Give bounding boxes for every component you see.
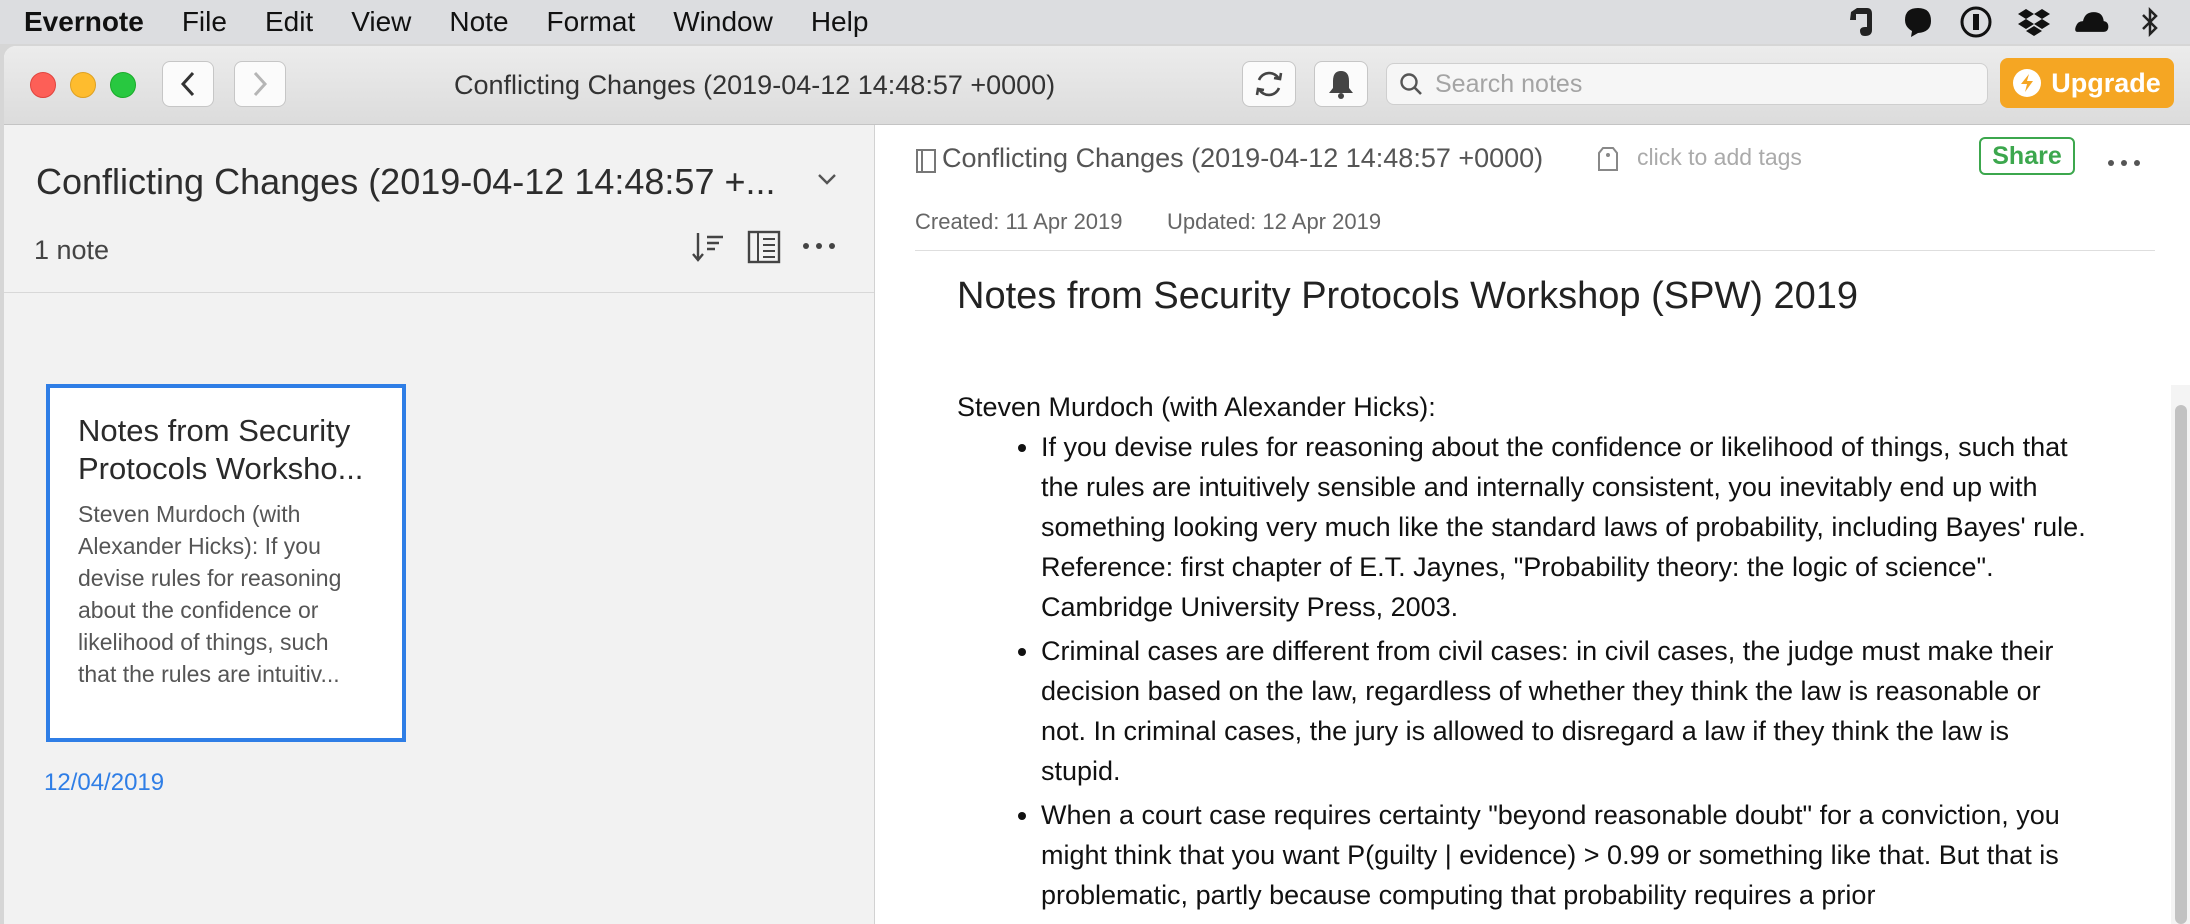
menu-help[interactable]: Help (810, 6, 869, 37)
chevron-down-icon[interactable] (816, 171, 838, 192)
menu-edit[interactable]: Edit (264, 6, 314, 37)
dropbox-icon[interactable] (2016, 4, 2052, 40)
updated-date: Updated: 12 Apr 2019 (1167, 209, 1382, 234)
lightning-icon (2013, 69, 2041, 97)
note-title[interactable]: Notes from Security Protocols Workshop (SPW) 2019 (957, 275, 1859, 317)
window-title: Conflicting Changes (2019-04-12 14:48:57 +0000) (454, 70, 1056, 100)
menu-view[interactable]: View (351, 6, 412, 37)
scrollbar[interactable] (2175, 405, 2187, 924)
view-options-icon[interactable] (746, 229, 782, 265)
search-icon (1399, 72, 1423, 96)
more-options-icon[interactable] (2107, 155, 2141, 173)
list-item: • When a court case requires certainty "beyond reasonable doubt" for a conviction, you might think that you want P(guilty | evidence) > 0.99 or something like that. But that is problematic, partly because computing that probability requires a prior (1041, 795, 2087, 915)
app-window (4, 46, 2190, 924)
close-window-button[interactable] (30, 72, 56, 98)
minimize-window-button[interactable] (70, 72, 96, 98)
menu-file[interactable]: File (181, 6, 227, 37)
search-input[interactable] (1433, 69, 1957, 100)
zoom-window-button[interactable] (110, 72, 136, 98)
note-editor-pane (875, 125, 2190, 924)
add-tags-field[interactable]: click to add tags (1637, 144, 1802, 170)
notifications-button[interactable] (1314, 61, 1368, 107)
sync-button[interactable] (1242, 61, 1296, 107)
list-item: • Criminal cases are different from civil cases: in civil cases, the judge must make their decision based on the law, regardless of whether they think the law is reasonable or not. In criminal cases, the jury is allowed to disregard a law if they think the law is stupid. (1041, 631, 2087, 791)
window-toolbar (4, 46, 2190, 125)
note-card-title: Notes from Security Protocols Worksho... (78, 413, 364, 486)
created-date: Created: 11 Apr 2019 (915, 209, 1123, 234)
chat-bubble-icon[interactable] (1900, 4, 1936, 40)
chevron-left-icon (178, 70, 198, 98)
note-count: 1 note (34, 235, 110, 265)
note-list-pane (4, 125, 875, 924)
notebook-title[interactable]: Conflicting Changes (2019-04-12 14:48:57 +... (36, 161, 776, 202)
cloud-icon[interactable] (2074, 4, 2110, 40)
chevron-right-icon (250, 70, 270, 98)
more-options-icon[interactable] (802, 241, 836, 251)
notebook-icon (915, 148, 937, 179)
menu-app-name[interactable]: Evernote (24, 6, 144, 37)
bullet-list (957, 427, 2087, 915)
share-button[interactable]: Share (1979, 137, 2075, 175)
note-notebook-link[interactable]: Conflicting Changes (2019-04-12 14:48:57 +0000) (942, 143, 1544, 173)
sync-icon (1252, 67, 1286, 101)
note-card-snippet: Steven Murdoch (with Alexander Hicks): If you devise rules for reasoning about the confidence or likelihood of things, such that the rules are intuitiv... (78, 501, 342, 687)
menu-format[interactable]: Format (546, 6, 636, 37)
forward-button[interactable] (234, 61, 286, 107)
sort-icon[interactable] (690, 229, 726, 265)
divider (4, 292, 874, 293)
menu-bar (0, 0, 2190, 44)
1password-icon[interactable] (1958, 4, 1994, 40)
note-paragraph: Steven Murdoch (with Alexander Hicks): (957, 392, 1436, 422)
upgrade-label: Upgrade (2051, 67, 2161, 98)
divider (915, 250, 2155, 251)
list-item: • If you devise rules for reasoning about the confidence or likelihood of things, such that the rules are intuitively sensible and internally consistent, you inevitably end up with something looking very much like the standard laws of probability, including Bayes' rule. Reference: first chapter of E.T. Jaynes, "Probability theory: the logic of science". Cambridge University Press, 2003. (1041, 427, 2087, 627)
tag-icon[interactable] (1597, 145, 1619, 178)
back-button[interactable] (162, 61, 214, 107)
evernote-icon[interactable] (1842, 4, 1878, 40)
upgrade-button[interactable] (2000, 58, 2174, 108)
note-body[interactable] (957, 387, 2087, 919)
note-card-date: 12/04/2019 (44, 769, 165, 796)
bell-icon (1326, 68, 1356, 100)
bluetooth-icon[interactable] (2132, 4, 2168, 40)
status-tray (1842, 0, 2190, 44)
note-card[interactable] (46, 384, 406, 742)
menu-note[interactable]: Note (449, 6, 509, 37)
menu-window[interactable]: Window (673, 6, 773, 37)
search-field[interactable] (1386, 63, 1988, 105)
